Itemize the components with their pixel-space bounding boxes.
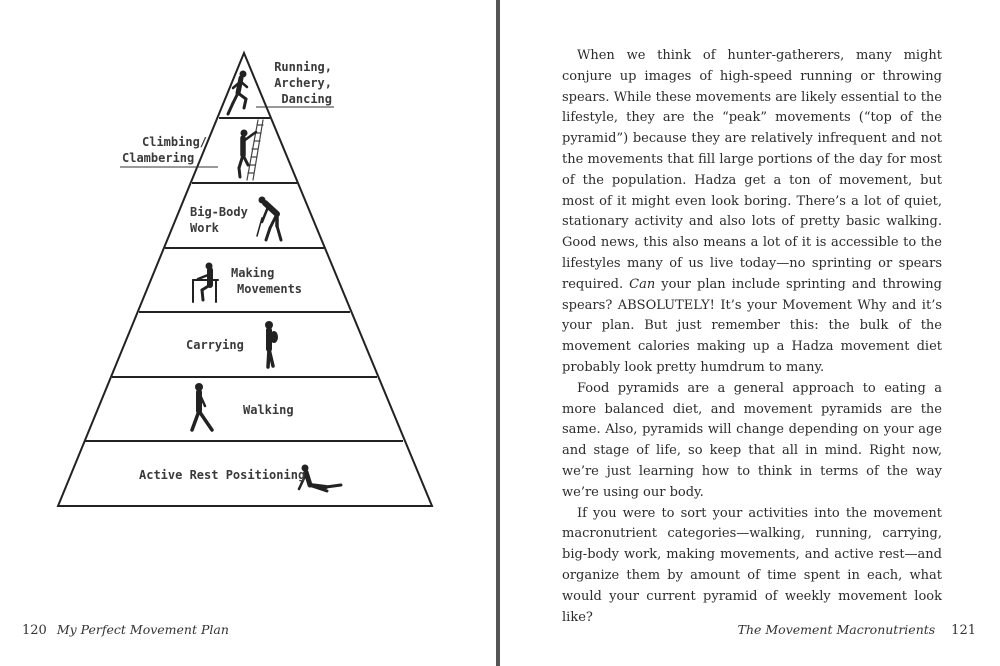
paragraph: Food pyramids are a general approach to eating a more balanced diet, and movement pyramids are the same. Also, pyramids will change depending on your age and stage of life, so keep that all in mind. Right now, we’re just learning how to think in terms of the way we’re using our body.: [562, 380, 942, 500]
paragraph: If you were to sort your activities into the movement macronutrient categories—walking, running, carrying, big-body work, making movements, and active rest—and organize them by amount of time spent in each, what would your current pyramid of weekly movement look like?: [562, 505, 942, 625]
tier-label-big-body-work: Big-Body Work: [190, 205, 248, 235]
paragraph: When we think of hunter-gatherers, many might conjure up images of high-speed running or throwing spears. While these movements are likely essential to the lifestyle, they are the “peak” movements (“top of the pyramid”) because they are relatively infrequent and not the movements that fill large portions of the day for most of the population. Hadza get a ton of movement, but most of it might even look boring. There’s a lot of quiet, stationary activity and also lots of pretty basic walking. Good news, this also means a lot of it is accessible to the lifestyles many of us live today—no sprinting or spears required. Can your plan include sprinting and throwing spears? ABSOLUTELY! It’s your Movement Why and it’s your plan. But just remember this: the bulk of the movement calories making up a Hadza movement diet probably look pretty humdrum to many.: [562, 48, 942, 375]
left-page: [0, 0, 497, 666]
tier-label-active-rest: Active Rest Positioning: [139, 468, 306, 482]
walker-icon: [192, 383, 212, 430]
digger-icon: [257, 197, 281, 241]
movement-pyramid: [0, 0, 497, 666]
chapter-title: The Movement Macronutrients: [737, 622, 936, 637]
tier-label-running: Running, Archery, Dancing: [274, 60, 332, 106]
page-number: 120: [22, 623, 47, 638]
climber-icon: [239, 120, 263, 180]
book-title: My Perfect Movement Plan: [56, 622, 229, 637]
tier-label-carrying: Carrying: [186, 338, 244, 352]
left-footer: [22, 622, 229, 638]
tier-label-climbing: Climbing/ Clambering: [122, 135, 208, 165]
resting-person-icon: [299, 465, 341, 492]
body-text: [562, 46, 942, 628]
carrier-icon: [265, 321, 278, 367]
tier-label-making-movements: Making Movements: [231, 266, 303, 296]
right-page: [500, 0, 1000, 666]
right-footer: [738, 622, 976, 638]
maker-icon: [193, 263, 218, 303]
page-number: 121: [951, 623, 976, 638]
tier-label-walking: Walking: [243, 403, 294, 417]
runner-icon: [228, 71, 247, 115]
